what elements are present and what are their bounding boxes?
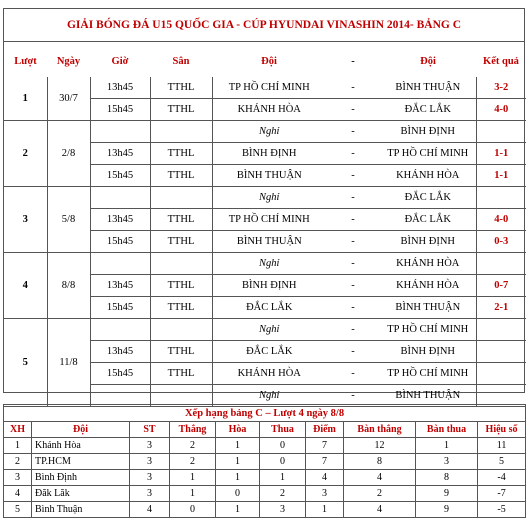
cell-dash: -	[326, 231, 380, 253]
standings-cell: 3	[306, 486, 344, 502]
cell-doi2: TP HỒ CHÍ MINH	[380, 143, 476, 165]
standings-cell: 3	[4, 470, 32, 486]
header-ketqua: Kết quả	[483, 56, 519, 67]
standings-cell: 3	[130, 454, 170, 470]
standings-cell: -4	[478, 470, 526, 486]
standings-cell: Bình Thuận	[32, 502, 130, 518]
header-doi2: Đội	[420, 56, 436, 67]
cell-doi2: ĐẮC LẮK	[380, 209, 476, 231]
cell-dash: -	[326, 297, 380, 319]
schedule-panel	[3, 8, 525, 401]
cell-dash: -	[326, 143, 380, 165]
standings-cell: 3	[130, 486, 170, 502]
standings-cell: 0	[260, 438, 306, 454]
standings-row	[4, 438, 526, 454]
cell-doi2: KHÁNH HÒA	[380, 165, 476, 187]
standings-cell: 0	[260, 454, 306, 470]
cell-doi1: ĐẮC LẮK	[212, 297, 326, 319]
cell-san	[150, 319, 212, 341]
cell-ketqua: 4-0	[476, 209, 526, 231]
standings-header: XH	[4, 422, 32, 438]
standings-header: Đội	[32, 422, 130, 438]
standings-cell: 1	[216, 502, 260, 518]
cell-doi1: ĐẮC LẮK	[212, 341, 326, 363]
cell-san	[150, 121, 212, 143]
standings-cell: 1	[306, 502, 344, 518]
schedule-table	[4, 56, 526, 407]
standings-cell: 1	[170, 486, 216, 502]
cell-san: TTHL	[150, 297, 212, 319]
cell-ketqua: 1-1	[476, 143, 526, 165]
round-luot: 2	[4, 121, 47, 187]
cell-dash: -	[326, 319, 380, 341]
cell-dash: -	[326, 209, 380, 231]
cell-doi1: KHÁNH HÒA	[212, 363, 326, 385]
cell-san: TTHL	[150, 209, 212, 231]
cell-doi2: ĐẮC LẮK	[380, 187, 476, 209]
standings-row	[4, 502, 526, 518]
cell-san	[150, 187, 212, 209]
match-row	[4, 187, 526, 209]
standings-header: Bàn thắng	[344, 422, 416, 438]
cell-san: TTHL	[150, 77, 212, 99]
cell-ketqua: 1-1	[476, 165, 526, 187]
standings-cell: 4	[130, 502, 170, 518]
standings-cell: 0	[170, 502, 216, 518]
standings-cell: 7	[306, 454, 344, 470]
cell-gio: 13h45	[90, 275, 150, 297]
cell-san: TTHL	[150, 363, 212, 385]
cell-san: TTHL	[150, 143, 212, 165]
standings-cell: 5	[478, 454, 526, 470]
standings-cell: 4	[344, 502, 416, 518]
standings-table	[3, 404, 526, 518]
match-row	[4, 253, 526, 275]
standings-header: Điểm	[306, 422, 344, 438]
cell-dash: -	[326, 121, 380, 143]
cell-gio	[90, 187, 150, 209]
standings-cell: 3	[416, 454, 478, 470]
cell-doi1: KHÁNH HÒA	[212, 99, 326, 121]
standings-header: Hiệu số	[478, 422, 526, 438]
standings-cell: 12	[344, 438, 416, 454]
cell-gio: 13h45	[90, 209, 150, 231]
standings-cell: 4	[4, 486, 32, 502]
standings-cell: TP.HCM	[32, 454, 130, 470]
cell-doi2: ĐẮC LẮK	[380, 99, 476, 121]
page-title: GIẢI BÓNG ĐÁ U15 QUỐC GIA - CÚP HYUNDAI VINASHIN 2014- BẢNG C	[4, 9, 524, 42]
cell-ketqua	[476, 253, 526, 275]
cell-ketqua	[476, 363, 526, 385]
round-ngay: 30/7	[47, 77, 90, 121]
cell-gio: 15h45	[90, 99, 150, 121]
standings-cell: 2	[4, 454, 32, 470]
cell-ketqua	[476, 341, 526, 363]
standings-cell: -7	[478, 486, 526, 502]
cell-doi1: Nghỉ	[212, 187, 326, 209]
match-row	[4, 121, 526, 143]
cell-dash: -	[326, 187, 380, 209]
cell-gio: 15h45	[90, 363, 150, 385]
standings-cell: 7	[306, 438, 344, 454]
cell-doi1: BÌNH THUẬN	[212, 231, 326, 253]
cell-doi1: Nghỉ	[212, 319, 326, 341]
cell-dash: -	[326, 165, 380, 187]
cell-doi1: BÌNH ĐỊNH	[212, 143, 326, 165]
standings-caption: Xếp hạng bảng C – Lượt 4 ngày 8/8	[4, 405, 526, 422]
cell-doi2: BÌNH ĐỊNH	[380, 341, 476, 363]
standings-header: Thắng	[170, 422, 216, 438]
cell-san: TTHL	[150, 231, 212, 253]
cell-doi2: TP HỒ CHÍ MINH	[380, 319, 476, 341]
standings-cell: 3	[260, 502, 306, 518]
standings-cell: 1	[170, 470, 216, 486]
standings-cell: 3	[130, 470, 170, 486]
standings-cell: 1	[216, 438, 260, 454]
cell-gio: 13h45	[90, 77, 150, 99]
round-ngay: 8/8	[47, 253, 90, 319]
cell-ketqua	[476, 121, 526, 143]
cell-ketqua	[476, 187, 526, 209]
standings-cell: 2	[260, 486, 306, 502]
cell-san: TTHL	[150, 99, 212, 121]
cell-ketqua: 0-7	[476, 275, 526, 297]
cell-gio: 15h45	[90, 231, 150, 253]
cell-doi2: BÌNH THUẬN	[380, 77, 476, 99]
cell-gio: 13h45	[90, 341, 150, 363]
header-dash: -	[351, 56, 355, 67]
cell-dash: -	[326, 253, 380, 275]
standings-header: Bàn thua	[416, 422, 478, 438]
standings-cell: 1	[216, 470, 260, 486]
cell-doi1: BÌNH THUẬN	[212, 165, 326, 187]
cell-gio	[90, 253, 150, 275]
cell-doi1: TP HỒ CHÍ MINH	[212, 209, 326, 231]
standings-row	[4, 454, 526, 470]
standings-row	[4, 486, 526, 502]
standings-cell: 9	[416, 486, 478, 502]
standings-cell: Đăk Lăk	[32, 486, 130, 502]
cell-ketqua	[476, 319, 526, 341]
header-luot: Lượt	[14, 56, 37, 67]
cell-san: TTHL	[150, 165, 212, 187]
standings-cell: 4	[344, 470, 416, 486]
standings-cell: 4	[306, 470, 344, 486]
cell-dash: -	[326, 275, 380, 297]
standings-cell: 8	[344, 454, 416, 470]
standings-header: ST	[130, 422, 170, 438]
cell-gio	[90, 319, 150, 341]
standings-cell: 11	[478, 438, 526, 454]
round-ngay: 5/8	[47, 187, 90, 253]
header-ngay: Ngày	[56, 56, 81, 67]
round-luot: 5	[4, 319, 47, 407]
cell-doi1: TP HỒ CHÍ MINH	[212, 77, 326, 99]
standings-cell: -5	[478, 502, 526, 518]
cell-doi1: BÌNH ĐỊNH	[212, 275, 326, 297]
cell-dash: -	[326, 363, 380, 385]
cell-gio: 13h45	[90, 143, 150, 165]
standings-cell: 8	[416, 470, 478, 486]
cell-doi2: BÌNH ĐỊNH	[380, 121, 476, 143]
standings-cell: 2	[344, 486, 416, 502]
header-san: Sân	[172, 56, 190, 67]
standings-cell: 2	[170, 438, 216, 454]
round-luot: 1	[4, 77, 47, 121]
standings-row	[4, 470, 526, 486]
cell-doi1: Nghỉ	[212, 385, 326, 407]
cell-ketqua: 0-3	[476, 231, 526, 253]
standings-cell: 0	[216, 486, 260, 502]
cell-gio: 15h45	[90, 165, 150, 187]
cell-doi2: BÌNH THUẬN	[380, 297, 476, 319]
cell-doi2: KHÁNH HÒA	[380, 275, 476, 297]
standings-cell: 1	[416, 438, 478, 454]
cell-doi2: KHÁNH HÒA	[380, 253, 476, 275]
standings-cell: Bình Định	[32, 470, 130, 486]
round-ngay: 2/8	[47, 121, 90, 187]
cell-ketqua: 3-2	[476, 77, 526, 99]
standings-header: Hòa	[216, 422, 260, 438]
cell-san: TTHL	[150, 341, 212, 363]
standings-cell: 3	[130, 438, 170, 454]
cell-doi2: TP HỒ CHÍ MINH	[380, 363, 476, 385]
standings-cell: 9	[416, 502, 478, 518]
cell-dash: -	[326, 77, 380, 99]
match-row	[4, 77, 526, 99]
round-ngay: 11/8	[47, 319, 90, 407]
cell-san	[150, 253, 212, 275]
header-doi1: Đội	[261, 56, 277, 67]
standings-cell: 1	[260, 470, 306, 486]
standings-cell: 1	[216, 454, 260, 470]
cell-doi1: Nghỉ	[212, 253, 326, 275]
cell-doi2: BÌNH THUẬN	[380, 385, 476, 407]
standings-cell: 1	[4, 438, 32, 454]
cell-gio: 15h45	[90, 297, 150, 319]
cell-dash: -	[326, 385, 380, 407]
cell-ketqua: 2-1	[476, 297, 526, 319]
cell-doi1: Nghỉ	[212, 121, 326, 143]
cell-dash: -	[326, 341, 380, 363]
match-row	[4, 319, 526, 341]
cell-ketqua: 4-0	[476, 99, 526, 121]
cell-san: TTHL	[150, 275, 212, 297]
standings-header: Thua	[260, 422, 306, 438]
standings-cell: 2	[170, 454, 216, 470]
round-luot: 4	[4, 253, 47, 319]
cell-dash: -	[326, 99, 380, 121]
round-luot: 3	[4, 187, 47, 253]
cell-gio	[90, 121, 150, 143]
standings-cell: 5	[4, 502, 32, 518]
cell-doi2: BÌNH ĐỊNH	[380, 231, 476, 253]
header-gio: Giờ	[111, 56, 129, 67]
standings-cell: Khánh Hòa	[32, 438, 130, 454]
